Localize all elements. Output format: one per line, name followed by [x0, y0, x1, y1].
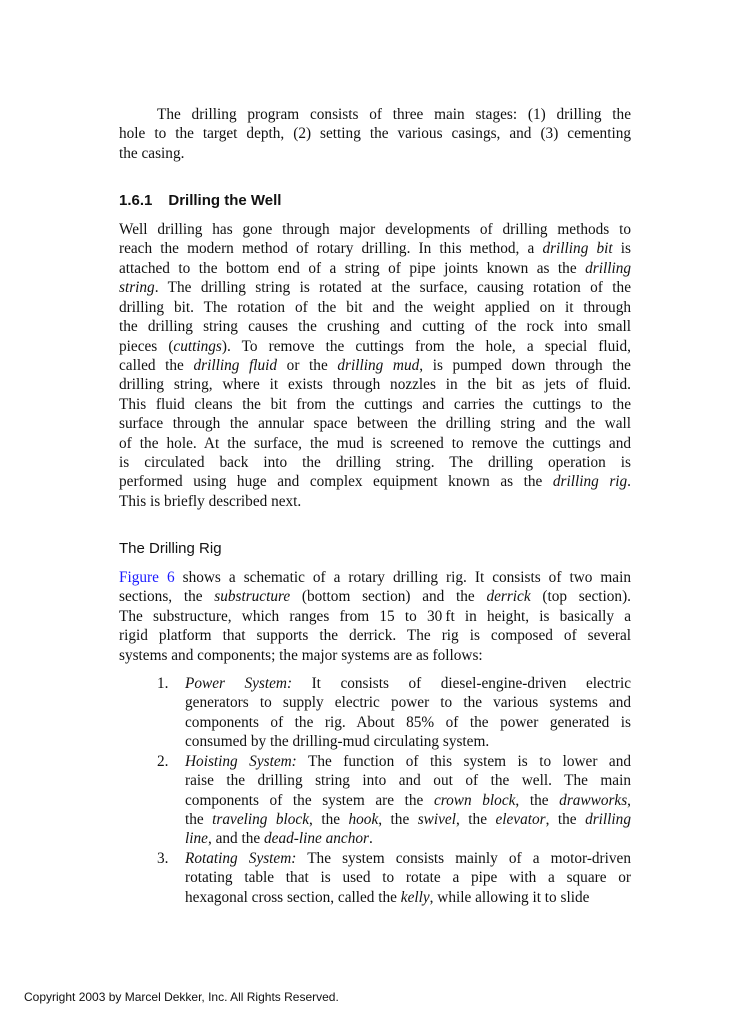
copyright-notice: Copyright 2003 by Marcel Dekker, Inc. All Rights Reserved.	[24, 990, 339, 1004]
text-line	[185, 829, 631, 848]
text-run: the	[185, 810, 213, 828]
text-line	[119, 587, 631, 606]
text-run: drilling bit. The rotation of the bit and the weight applied on it through	[119, 298, 631, 316]
italic-term: substructure	[214, 588, 291, 606]
text-run: This fluid cleans the bit from the cuttings and carries the cuttings to the	[119, 395, 631, 413]
italic-term: Hoisting System:	[185, 752, 297, 770]
list-number: 1.	[157, 675, 169, 692]
italic-term: drawworks	[559, 791, 628, 809]
text-run: pieces (	[119, 337, 174, 355]
text-line	[119, 239, 631, 258]
italic-term: elevator	[495, 810, 546, 828]
text-line	[119, 568, 631, 587]
italic-term: line	[185, 830, 208, 848]
text-line	[119, 414, 631, 433]
text-line	[119, 375, 631, 394]
italic-term: dead-line anchor	[264, 830, 369, 848]
text-run: generators to supply electric power to the various systems and	[185, 694, 631, 712]
text-run: components of the system are the	[185, 791, 434, 809]
text-line	[119, 646, 631, 665]
text-run: attached to the bottom end of a string of pipe joints known as the	[119, 259, 586, 277]
italic-term: drilling mud	[337, 356, 420, 374]
italic-term: crown block	[433, 791, 516, 809]
text-run: . The drilling string is rotated at the surface, causing rotation of the	[154, 279, 631, 297]
text-line	[185, 771, 631, 790]
figure-6-link[interactable]: Figure 6	[119, 569, 175, 586]
text-run: components of the rig. About 85% of the power generated is	[185, 713, 631, 731]
text-run: raise the drilling string into and out of the well. The main	[185, 772, 631, 790]
text-run: , is pumped down through the	[419, 356, 631, 374]
text-run: rotating table that is used to rotate a pipe with a square or	[185, 869, 631, 887]
list-item-text	[185, 849, 631, 907]
text-line	[119, 105, 631, 124]
text-line	[185, 791, 631, 810]
italic-term: swivel	[417, 810, 456, 828]
italic-term: drilling rig	[552, 473, 628, 491]
text-run: , the	[545, 810, 586, 828]
text-run: , and the	[207, 830, 265, 848]
text-run: hexagonal cross section, called the	[185, 888, 401, 906]
text-run: systems and components; the major systems are as follows:	[119, 646, 483, 664]
text-run: is	[612, 240, 632, 258]
subheading-drilling-rig: The Drilling Rig	[119, 540, 222, 557]
text-run: , while allowing it to slide	[429, 888, 590, 906]
italic-term: derrick	[486, 588, 531, 606]
text-run: called the	[119, 356, 194, 374]
text-run: The drilling program consists of three main stages: (1) drilling the	[157, 106, 631, 123]
text-line	[119, 278, 631, 297]
text-line	[119, 220, 631, 239]
text-run: , the	[515, 791, 560, 809]
text-run: hole to the target depth, (2) setting the various casings, and (3) cementing	[119, 125, 631, 143]
italic-term: drilling fluid	[193, 356, 278, 374]
text-line	[185, 868, 631, 887]
italic-term: Rotating System:	[185, 849, 297, 867]
text-run: The substructure, which ranges from 15 to 30 ft in height, is basically a	[119, 607, 631, 625]
text-run: .	[368, 830, 373, 848]
text-run: is circulated back into the drilling string. The drilling operation is	[119, 454, 631, 472]
text-run: sections, the	[119, 588, 215, 606]
section-heading	[119, 191, 281, 211]
text-run: the casing.	[119, 144, 185, 162]
section-number: 1.6.1	[119, 192, 153, 209]
text-run: The function of this system is to lower and	[296, 752, 631, 770]
text-run: reach the modern method of rotary drilling. In this method, a	[119, 240, 543, 258]
text-run: This is briefly described next.	[119, 492, 302, 510]
well-drilling-paragraph	[119, 220, 631, 511]
text-line	[185, 674, 631, 693]
text-line	[119, 144, 631, 163]
text-line	[119, 317, 631, 336]
text-line	[119, 395, 631, 414]
list-item-text	[185, 674, 631, 752]
text-run: (bottom section) and the	[290, 588, 487, 606]
list-number: 3.	[157, 849, 169, 867]
italic-term: cuttings	[173, 337, 222, 355]
text-run: drilling string, where it exists through nozzles in the bit as jets of fluid.	[119, 376, 631, 394]
italic-term: kelly	[400, 888, 430, 906]
text-run: performed using huge and complex equipment known as the	[119, 473, 553, 491]
list-item-text	[185, 752, 631, 849]
text-run: (top section).	[530, 588, 631, 606]
text-run: , the	[455, 810, 496, 828]
text-line	[185, 810, 631, 829]
text-run: ,	[627, 791, 631, 809]
text-run: Well drilling has gone through major developments of drilling methods to	[119, 221, 631, 238]
text-line	[185, 732, 631, 751]
text-line	[119, 298, 631, 317]
italic-term: hook	[348, 810, 379, 828]
section-title: Drilling the Well	[168, 192, 282, 209]
text-line	[119, 337, 631, 356]
drilling-rig-paragraph	[119, 568, 631, 665]
text-run: the drilling string causes the crushing and cutting of the rock into small	[119, 318, 631, 336]
text-line	[119, 472, 631, 491]
text-run: consumed by the drilling-mud circulating system.	[185, 733, 490, 751]
text-run: surface through the annular space between the drilling string and the wall	[119, 415, 631, 433]
text-line	[119, 607, 631, 626]
text-run: The system consists mainly of a motor-driven	[296, 849, 631, 867]
list-number: 2.	[157, 752, 169, 770]
text-line	[119, 453, 631, 472]
text-line	[119, 259, 631, 278]
italic-term: drilling bit	[542, 240, 613, 258]
text-run: It consists of diesel-engine-driven electric	[292, 675, 631, 692]
italic-term: drilling	[585, 259, 631, 277]
text-line	[185, 849, 631, 868]
text-run: ). To remove the cuttings from the hole, a special fluid,	[221, 337, 632, 355]
text-run: , the	[378, 810, 418, 828]
text-line	[119, 492, 631, 511]
text-run: .	[627, 473, 631, 491]
italic-term: drilling	[585, 810, 631, 828]
text-line	[119, 356, 631, 375]
text-line	[185, 693, 631, 712]
text-run: of the hole. At the surface, the mud is screened to remove the cuttings and	[119, 434, 631, 452]
text-run: rigid platform that supports the derrick. The rig is composed of several	[119, 627, 631, 645]
text-line	[119, 626, 631, 645]
text-run: or the	[277, 356, 338, 374]
text-line	[119, 434, 631, 453]
text-line	[185, 752, 631, 771]
italic-term: string	[119, 279, 155, 297]
intro-paragraph	[119, 105, 631, 163]
text-line	[119, 124, 631, 143]
italic-term: Power System:	[185, 675, 293, 692]
text-run: shows a schematic of a rotary drilling rig. It consists of two main	[174, 569, 631, 586]
text-line	[185, 713, 631, 732]
italic-term: traveling block	[212, 810, 310, 828]
text-run: , the	[309, 810, 349, 828]
text-line	[185, 888, 631, 907]
